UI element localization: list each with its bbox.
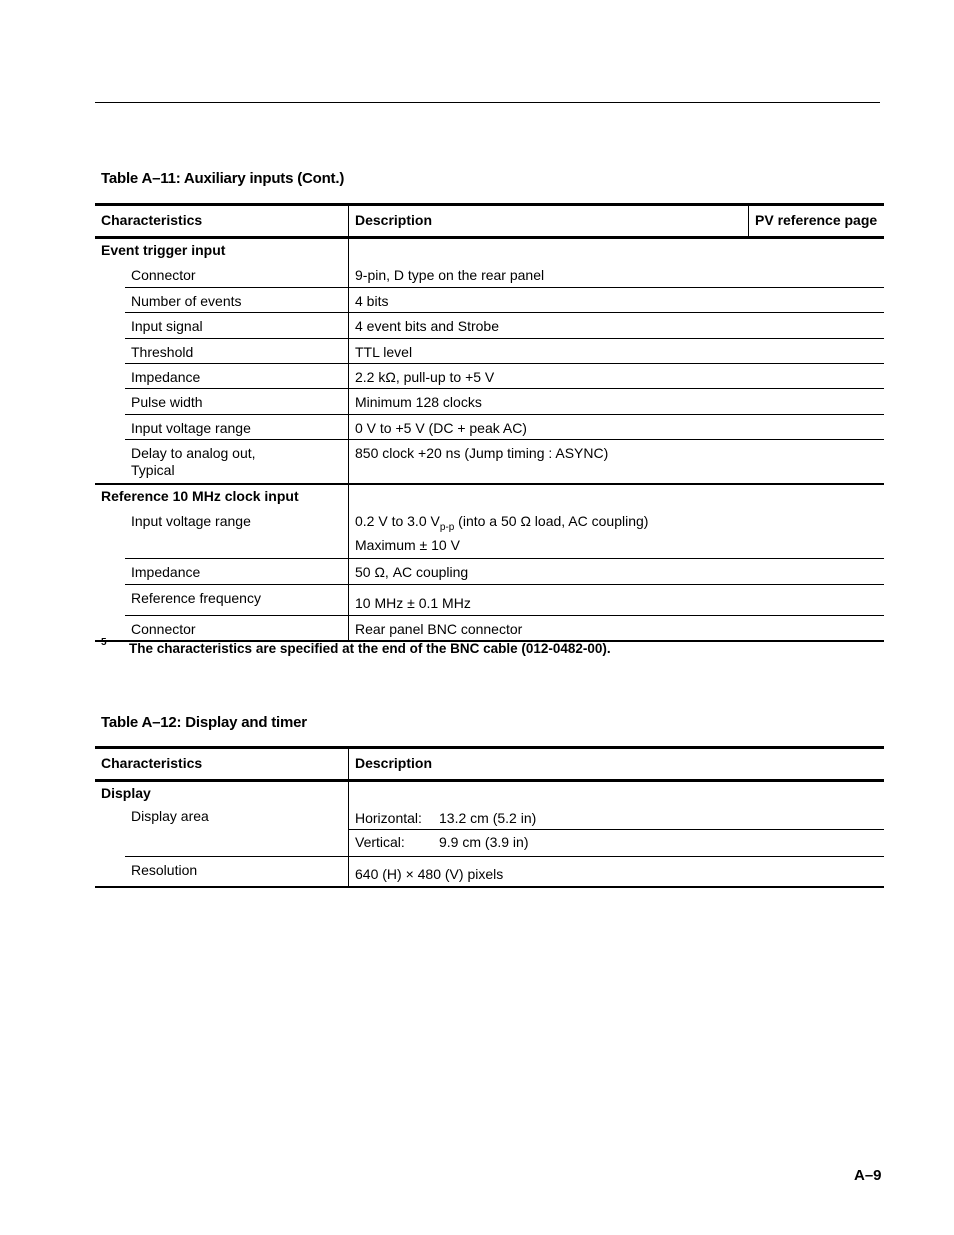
horizontal-label: Horizontal: [355,810,422,826]
page-number: A–9 [854,1167,882,1184]
table-row [95,508,884,559]
row-name: Number of events [131,293,242,309]
footnote [101,637,611,657]
row-name: Connector [131,621,196,637]
table-header-row [95,746,884,782]
table-row [95,262,884,288]
header-characteristics: Characteristics [101,755,203,771]
header-description: Description [348,749,884,779]
table-row [95,364,884,389]
group-label: Display [101,785,151,801]
horizontal-value: 13.2 cm (5.2 in) [439,810,537,826]
table-row [95,616,884,642]
group-row-display [95,782,884,805]
table-row [95,313,884,339]
table-row [95,559,884,585]
row-name: Connector [131,267,196,283]
row-name: Reference frequency [131,590,261,606]
row-desc: 0 V to +5 V (DC + peak AC) [348,415,884,440]
row-name: Impedance [131,564,201,580]
footnote-mark: 5 [101,637,107,648]
row-name: Delay to analog out, Typical [131,445,256,478]
row-desc: 2.2 kΩ, pull-up to +5 V [348,364,884,389]
table-row [95,805,884,857]
table-row [95,857,884,888]
row-name: Input signal [131,318,203,334]
row-desc: 4 bits [348,288,884,313]
vertical-value: 9.9 cm (3.9 in) [439,834,529,850]
vertical-label: Vertical: [355,834,405,850]
row-desc: 50 Ω, AC coupling [348,559,884,585]
row-desc: 10 MHz ± 0.1 MHz [348,585,884,616]
row-desc [348,805,884,857]
table-a12-caption: Table A–12: Display and timer [101,714,307,731]
row-name: Input voltage range [131,420,251,436]
header-rule [95,102,880,103]
row-name: Pulse width [131,394,203,410]
header-pv-reference: PV reference page [748,206,884,236]
row-name: Resolution [131,862,198,878]
row-desc: TTL level [348,339,884,364]
table-row [95,440,884,485]
row-desc: 9-pin, D type on the rear panel [348,262,884,288]
row-desc: Minimum 128 clocks [348,389,884,415]
footnote-text: The characteristics are specified at the end of the BNC cable (012-0482-00). [129,641,611,656]
group-label: Event trigger input [101,242,226,258]
table-row [95,389,884,415]
row-name: Impedance [131,369,201,385]
table-row [95,585,884,616]
row-desc: Rear panel BNC connector [348,616,884,640]
table-row [95,288,884,313]
table-header-row [95,203,884,239]
group-label: Reference 10 MHz clock input [101,488,299,504]
table-row [95,339,884,364]
row-name: Threshold [131,344,194,360]
row-desc: 4 event bits and Strobe [348,313,884,339]
table-a11 [95,203,884,642]
table-row [95,415,884,440]
header-characteristics: Characteristics [101,212,203,228]
table-a11-caption: Table A–11: Auxiliary inputs (Cont.) [101,170,345,187]
table-a12 [95,746,884,888]
row-desc: 0.2 V to 3.0 $V_{p-p}$ (into a 50 Ω load, AC coupling) Maximum ± 10 V [348,508,884,559]
group-row-event-trigger [95,239,884,262]
row-desc: 850 clock +20 ns (Jump timing : ASYNC) [348,440,884,483]
row-desc: 640 (H) × 480 (V) pixels [348,857,884,886]
header-description: Description [348,206,748,236]
group-row-reference-clock [95,485,884,508]
row-name: Display area [131,808,209,824]
row-name: Input voltage range [131,513,251,529]
